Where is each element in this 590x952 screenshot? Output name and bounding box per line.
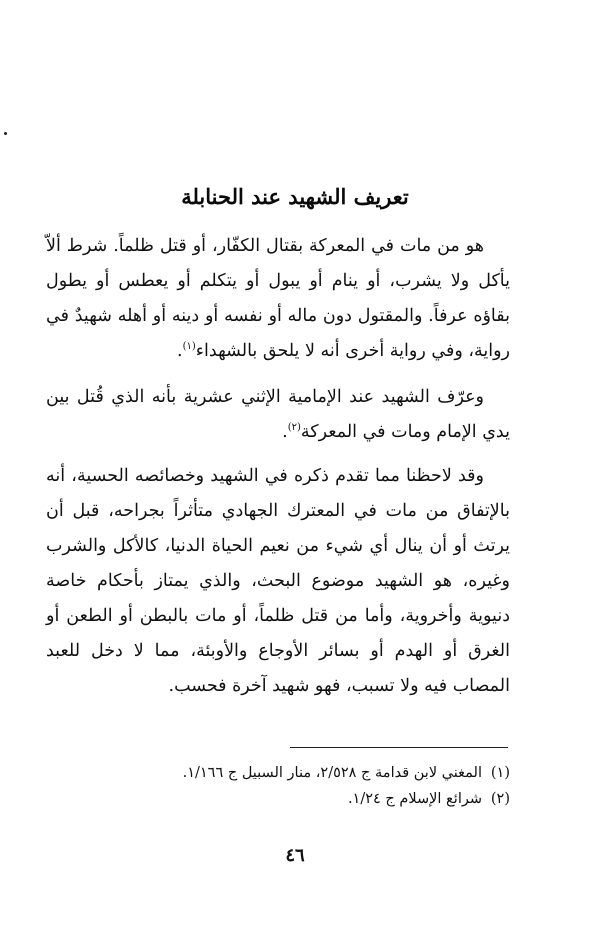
section-heading: تعريف الشهيد عند الحنابلة: [181, 184, 409, 209]
paragraph-end: .: [282, 422, 288, 442]
footnote-number: (٢): [490, 791, 510, 807]
footnote-text: المغني لابن قدامة ج ٢/٥٢٨، منار السبيل ج ١/١٦٦.: [182, 765, 482, 781]
footnote-ref-1: (١): [182, 341, 196, 353]
footnote-number: (١): [490, 765, 510, 781]
paragraph-hanbali-definition: [46, 229, 510, 369]
footnote-1: [46, 760, 510, 786]
margin-mark: [4, 132, 7, 135]
paragraph-imamiya-definition: [46, 380, 510, 450]
footnote-ref-2: (٢): [287, 422, 301, 434]
footnotes: [46, 760, 510, 812]
paragraph-text: هو من مات في المعركة بقتال الكفّار، أو قتل ظلماً. شرط ألاّ يأكل ولا يشرب، أو ينام أو يبول أو يتكلم أو يعطس أو يطول بقاؤه عرفاً. والمقتول دون ماله أو نفسه أو دينه أو أهله شهيدٌ في رواية، وفي رواية أخرى أنه لا يلحق بالشهداء: [46, 236, 510, 361]
paragraph-end: .: [177, 341, 183, 361]
footnote-divider: [290, 747, 508, 748]
paragraph-text: وعرّف الشهيد عند الإمامية الإثني عشرية بأنه الذي قُتل بين يدي الإمام ومات في المعركة: [46, 387, 510, 442]
footnote-2: [46, 786, 510, 812]
footnote-text: شرائع الإسلام ج ١/٢٤.: [347, 791, 482, 807]
page-number: ٤٦: [285, 845, 305, 866]
paragraph-conclusion: وقد لاحظنا مما تقدم ذكره في الشهيد وخصائصه الحسية، أنه بالإتفاق من مات في المعترك الجهادي متأثراً بجراحه، قبل أن يرتث أو أن ينال أي شيء من نعيم الحياة الدنيا، كالأكل والشرب وغيره، هو الشهيد موضوع البحث، والذي يمتاز بأحكام خاصة دنيوية وأخروية، وأما من قتل ظلماً، أو مات بالبطن أو الطعن أو الغرق أو الهدم أو بسائر الأوجاع والأوبئة، مما لا دخل للعبد المصاب فيه ولا تسبب، فهو شهيد آخرة فحسب.: [46, 466, 510, 696]
